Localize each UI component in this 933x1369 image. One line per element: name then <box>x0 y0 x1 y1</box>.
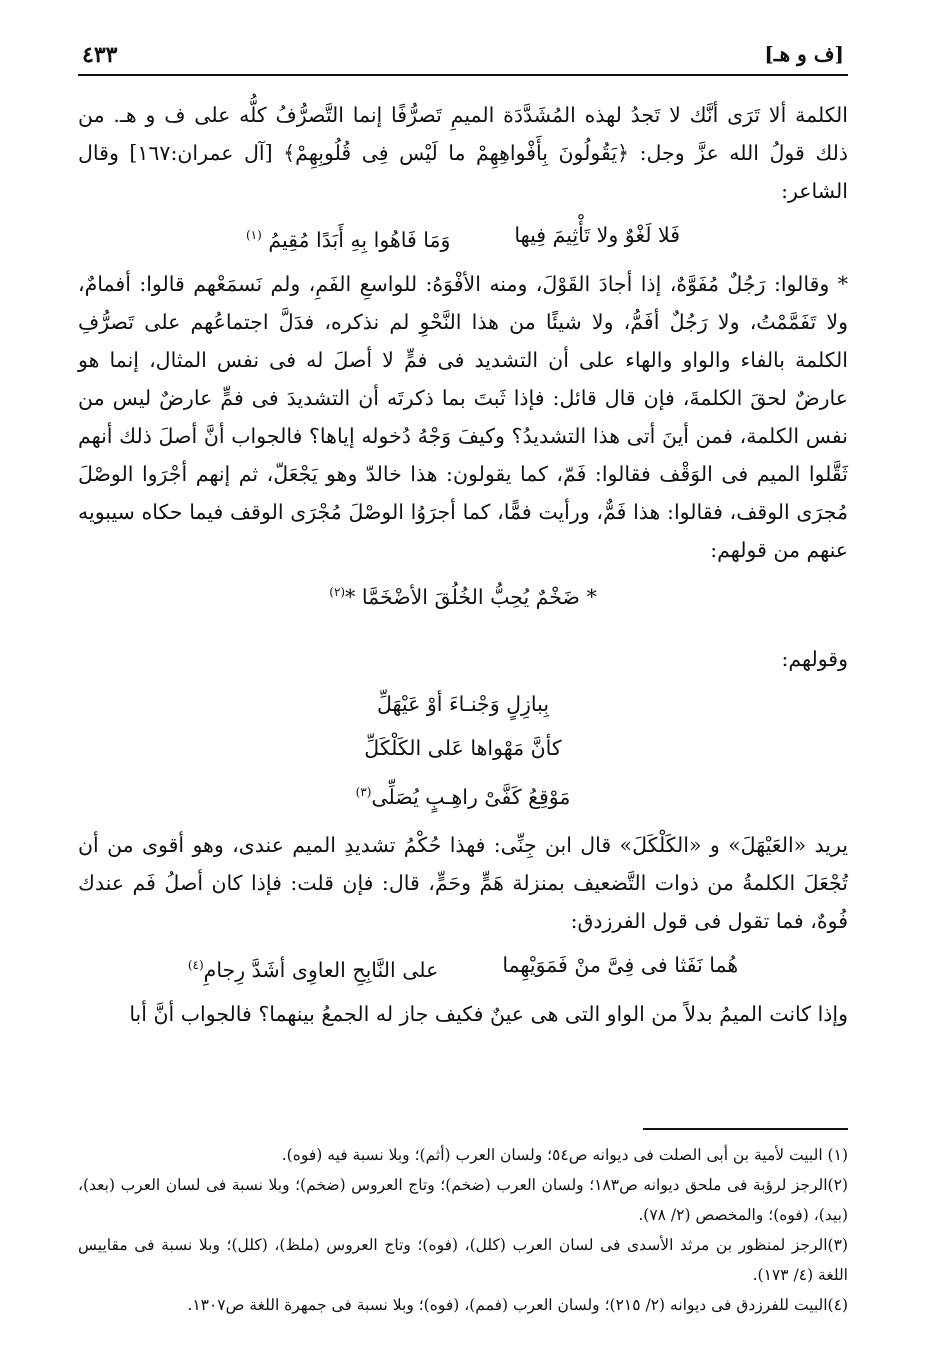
rajaz-2-line-1: بِبازِلٍ وَجْنـاءَ أوْ عَيْهَلِّ <box>376 691 550 716</box>
footnote-3: (٣)الرجز لمنظور بن مرثد الأسدى فى لسان العرب (كلل)، (فوه)؛ وتاج العروس (ملظ)، (كلل)؛ وبلا نسبة فى مقاييس اللغة (٤/ ١٧٣). <box>78 1236 848 1284</box>
footnote-ref-1: (١) <box>245 228 262 242</box>
rajaz-2-line-2: كأنَّ مَهْواها عَلى الكَلْكَلِّ <box>364 735 562 760</box>
spacer <box>78 620 848 640</box>
footnotes <box>78 1128 848 1320</box>
footnote-ref-3: (٣) <box>355 784 372 799</box>
footnote-4: (٤)البيت للفرزدق فى ديوانه (٢/ ٢١٥)؛ ولسان العرب (فمم)، (فوه)؛ وبلا نسبة فى جمهرة اللغة ص١٣٠٧. <box>187 1296 848 1314</box>
main-text <box>78 96 848 1033</box>
page-header <box>78 38 848 76</box>
rajaz-2 <box>78 682 848 819</box>
verse-2-first-hemistich: هُما نَفَثا فى فِىَّ منْ فَمَوَيْهِما <box>502 953 739 978</box>
verse-1-first-hemistich: فَلا لَغْوٌ ولا تَأْثِيمَ فِيها <box>514 223 681 247</box>
verse-2-second-hemistich-wrap <box>188 946 438 989</box>
paragraph-2: * وقالوا: رَجُلٌ مُفَوَّهٌ، إذا أجادَ القَوْلَ، ومنه الأفْوَهُ: للواسعِ الفَمِ، ولم نَسمَعْهم قالوا: أفمامٌ، ولا تَفَمَّمْتُ، ولا رَجُلٌ أفَمُّ، ولا شيئًا من هذا النَّحْوِ لم نذكره، فدَلَّ اجتماعُهم على تَصرُّفِ الكلمة بالفاء والواو والهاء على أن التشديد فى فمٍّ لا أصلَ له فى نفس المثال، إنما هو عارضٌ لحقَ الكلمةَ، فإن قال قائل: فإذا ثَبتَ بما ذكرتَه أن التشديدَ فى فمٍّ عارضٌ ليس من نفس الكلمة، فمن أينَ أتى هذا التشديدُ؟ وكيفَ وَجْهُ دُخوله إياها؟ فالجواب أنَّ أصلَ ذلك أنهم ثَقَّلوا الميم فى الوَقْف فقالوا: فَمّ، كما يقولون: هذا خالدّ وهو يَجْعَلّ، ثم إنهم أجْرَوا الوصْلَ مُجرَى الوقف، فقالوا: هذا فَمٌّ، ورأيت فمًّا، كما أجرَوُا الوصْلَ مُجْرَى الوقف فيما حكاه سيبويه عنهم من قولهم: <box>78 271 848 562</box>
verse-1-second-hemistich-wrap <box>246 216 450 259</box>
verse-1 <box>78 216 848 259</box>
rajaz-2-line-3: مَوْقِعُ كَفَّىْ راهِـبٍ يُصَلِّى <box>371 784 571 809</box>
verse-1-second-hemistich: وَمَا فَاهُوا بِهِ أَبَدًا مُقِيمُ <box>268 227 451 252</box>
footnote-1: (١) البيت لأمية بن أبى الصلت فى ديوانه ص٥٤؛ ولسان العرب (أثم)؛ وبلا نسبة فيه (فوه). <box>281 1146 848 1164</box>
section-tag: [ف و هـ] <box>764 42 844 66</box>
verse-2-second-hemistich: على النَّابِحِ العاوِى أشَدَّ رِجامِ <box>203 958 439 983</box>
rajaz-1-text: * ضَخْمٌ يُحِبُّ الخُلُقَ الأضْخَمَّا * <box>345 584 597 609</box>
paragraph-3: وقولهم: <box>781 646 848 671</box>
footnote-2: (٢)الرجز لرؤبة فى ملحق ديوانه ص١٨٣؛ ولسان العرب (ضخم)؛ وتاج العروس (ضخم)؛ وبلا نسبة فى لسان العرب (بعد)، (بيد)، (فوه)؛ والمخصص (٢/ ٧٨). <box>78 1176 848 1224</box>
paragraph-5: وإذا كانت الميمُ بدلاً من الواو التى هى عينٌ فكيف جاز له الجمعُ بينهما؟ فالجواب أنَّ أبا <box>129 1002 848 1027</box>
footnote-ref-4: (٤) <box>187 958 204 973</box>
paragraph-1: الكلمة ألا تَرَى أنَّك لا تَجدُ لهذه المُشَدَّدَة الميمِ تَصرُّفًا إنما التَّصرُّفُ كلُّه على ف و هـ. من ذلك قولُ الله عزَّ وجل: ﴿يَقُولُونَ بِأَفْواهِهِمْ ما لَيْس فِى قُلُوبِهِمْ﴾ [آل عمران:١٦٧] وقال الشاعر: <box>78 103 848 203</box>
rajaz-2-line-3-wrap <box>78 770 848 819</box>
page <box>78 38 848 1348</box>
paragraph-4: يريد «العَيْهَلَ» و «الكَلْكَلَ» قال ابن جِنِّى: فهذا حُكْمُ تشديدِ الميم عندى، وهو أقوى من أن تُجْعَلَ الكلمةُ من ذوات التَّضعيف بمنزلة هَمٍّ وحَمٍّ، قال: فإن قلت: فإذا كان أصلُ فَم عندك فُوهٌ، فما تقول فى قول الفرزدق: <box>78 833 848 934</box>
page-number: ٤٣٣ <box>82 42 118 68</box>
footnote-ref-2: (٢) <box>329 584 346 599</box>
rajaz-1 <box>78 573 848 616</box>
verse-2 <box>78 946 848 989</box>
footnote-divider <box>643 1128 848 1130</box>
